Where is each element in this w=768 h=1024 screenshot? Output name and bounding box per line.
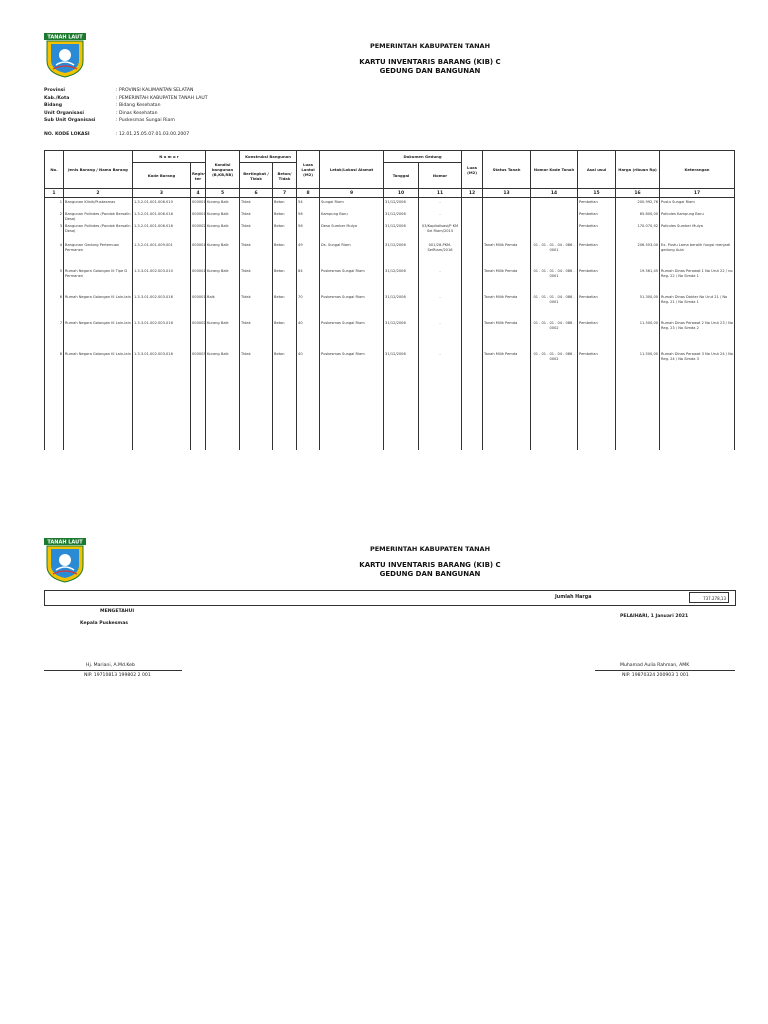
sign-left-name: Hj. Mariani, A.Md.Keb (86, 663, 135, 668)
cell-beton: Beton (274, 321, 285, 325)
regency-logo (44, 538, 86, 583)
table-column (483, 198, 531, 451)
cell-kode: 1.3.2.01.001.006.016 (134, 212, 173, 216)
cell-tingkat: Tidak (241, 321, 251, 325)
table-column (419, 198, 462, 451)
cell-ket: Rumah Dinas Dokter No Urut 21 / No Reg. 21 / No Simda 1 (661, 295, 728, 304)
cell-kondisi: Kurang Baik (207, 212, 229, 216)
cell-tingkat: Tidak (241, 200, 251, 204)
info-value: : Dinas Kesehatan (116, 110, 158, 116)
sign-right-line (595, 670, 735, 671)
table-column (462, 198, 483, 451)
cell-reg: 000001 (192, 212, 206, 216)
cell-tingkat: Tidak (241, 352, 251, 356)
col-header-tanggal: Tanggal (384, 163, 419, 189)
cell-asal: Pembelian (579, 224, 598, 228)
info-block (44, 87, 208, 139)
cell-alamat: Puskesmas Sungai Riam (321, 295, 365, 299)
cell-nomor: - (439, 200, 441, 204)
header-government: PEMERINTAH KABUPATEN TANAH (369, 42, 491, 50)
cell-reg: 000002 (192, 224, 206, 228)
cell-beton: Beton (274, 243, 285, 247)
cell-tanggal: 31/12/2006 (385, 200, 406, 204)
cell-asal: Pembelian (579, 295, 598, 299)
info-key: Kab./Kota (44, 95, 70, 101)
column-number: 16 (616, 189, 660, 198)
cell-beton: Beton (274, 200, 285, 204)
cell-tingkat: Tidak (241, 269, 251, 273)
sign-place-date: PELAIHARI, 1 Januari 2021 (620, 614, 689, 619)
col-header-dokumen: Dokumen Gedung (384, 151, 462, 163)
col-header-konstruksi: Konstruksi Bangunan (240, 151, 297, 163)
column-number: 14 (531, 189, 578, 198)
cell-alamat: Kampung Baru (321, 212, 348, 216)
summary-row (44, 590, 736, 606)
cell-luas: 64 (298, 269, 303, 273)
header-government: PEMERINTAH KABUPATEN TANAH (369, 545, 491, 553)
cell-kode: 1.3.3.01.002.003.016 (134, 295, 173, 299)
table-column (297, 198, 320, 451)
cell-nomor: 001/28-PKM-SeiRiam/2016 (427, 243, 453, 252)
col-header-nomor-kode-tanah: Nomor Kode Tanah (531, 151, 578, 189)
cell-kode-tanah: 01 . 01 . 01 . 04 . 086 . 0002 (533, 352, 575, 361)
total-value: 737.278,13 (689, 592, 729, 603)
info-value: : PROVINSI KALIMANTAN SELATAN (116, 88, 194, 93)
column-number-row (45, 189, 735, 198)
cell-no: 3 (59, 224, 62, 228)
column-number: 4 (191, 189, 206, 198)
column-number: 5 (206, 189, 240, 198)
cell-kondisi: Kurang Baik (207, 224, 229, 228)
cell-kondisi: Baik (207, 295, 215, 299)
column-number: 8 (297, 189, 320, 198)
cell-tanggal: 31/12/2006 (385, 243, 406, 247)
cell-kode: 1.3.2.01.001.006.010 (134, 200, 173, 204)
cell-kode-tanah: 01 . 01 . 01 . 04 . 086 . 0001 (533, 243, 575, 252)
cell-kondisi: Kurang Baik (207, 243, 229, 247)
cell-reg: 000001 (192, 200, 206, 204)
table-column (660, 198, 735, 451)
cell-tingkat: Tidak (241, 212, 251, 216)
cell-harga: 19.561,45 (639, 269, 659, 273)
cell-luas: 40 (298, 321, 303, 325)
cell-harga: 200.992,76 (637, 200, 659, 204)
col-header-register: Regis-ter (191, 163, 206, 189)
column-number: 3 (133, 189, 191, 198)
col-header-letak: Letak/Lokasi Alamat (320, 151, 384, 189)
cell-reg: 000001 (192, 243, 206, 247)
info-key: NO. KODE LOKASI (44, 131, 90, 137)
cell-harga: 65.800,00 (639, 212, 659, 216)
col-header-kondisi: Kondisi bangunan (B,KB,RB) (206, 151, 240, 189)
cell-nomor: - (439, 212, 441, 216)
header-subtitle: GEDUNG DAN BANGUNAN (379, 570, 481, 578)
cell-nomor: - (439, 295, 441, 299)
info-key: Provinsi (44, 88, 65, 93)
cell-reg: 000001 (192, 295, 206, 299)
cell-nama: Bangunan Polindes (Pondok Bersalin Desa) (65, 224, 131, 233)
col-header-keterangan: Keterangan (660, 151, 735, 189)
cell-asal: Pembelian (579, 243, 598, 247)
cell-harga: 11.500,00 (639, 352, 659, 356)
regency-logo (44, 33, 86, 78)
cell-tanggal: 31/12/2006 (385, 212, 406, 216)
cell-kondisi: Kurang Baik (207, 269, 229, 273)
col-header-kode-barang: Kode Barang (133, 163, 191, 189)
col-header-bertingkat: Bertingkat / Tidak (240, 163, 273, 189)
col-header-no: No. (45, 151, 64, 189)
cell-kode: 1.3.3.01.002.003.010 (134, 269, 173, 273)
cell-no: 5 (59, 269, 62, 273)
info-key: Bidang (44, 103, 63, 109)
table-column (531, 198, 578, 451)
column-number: 11 (419, 189, 462, 198)
col-header-beton: Beton/ Tidak (273, 163, 297, 189)
col-header-status: Status Tanah (483, 151, 531, 189)
cell-asal: Pembelian (579, 321, 598, 325)
cell-alamat: Puskesmas Sungai Riam (321, 269, 365, 273)
cell-status: Tanah Milik Pemda (484, 295, 518, 299)
cell-ket: Ex. Pustu Lama beralih fungsi menjadi gedung Aula (661, 243, 731, 252)
cell-nama: Rumah Negara Golongan III Lain-lain (65, 295, 131, 299)
cell-tanggal: 31/12/2006 (385, 321, 406, 325)
column-number: 17 (660, 189, 735, 198)
info-value: : 12.01.25.05.07.01.03.00.2007 (116, 131, 190, 137)
column-number: 13 (483, 189, 531, 198)
table-column (320, 198, 384, 451)
cell-nomor: - (439, 321, 441, 325)
cell-kondisi: Kurang Baik (207, 321, 229, 325)
cell-luas: 70 (298, 295, 303, 299)
page-header (230, 42, 630, 75)
cell-kode-tanah: 01 . 01 . 01 . 04 . 086 . 0002 (533, 321, 575, 330)
column-number: 10 (384, 189, 419, 198)
cell-luas: 56 (298, 224, 303, 228)
header-title: KARTU INVENTARIS BARANG (KIB) C (359, 561, 501, 569)
cell-ket: Polindes Sumber Mulya (661, 224, 703, 228)
cell-status: Tanah Milik Pemda (484, 321, 518, 325)
cell-asal: Pembelian (579, 352, 598, 356)
cell-no: 6 (59, 295, 62, 299)
cell-nama: Rumah Negara Golongan III Lain-lain (65, 352, 131, 356)
header-title: KARTU INVENTARIS BARANG (KIB) C (359, 58, 501, 66)
cell-nomor: - (439, 269, 441, 273)
cell-alamat: Desa Sumber Mulya (321, 224, 358, 228)
cell-beton: Beton (274, 224, 285, 228)
cell-beton: Beton (274, 295, 285, 299)
cell-alamat: Ds. Sungai Riam (321, 243, 351, 247)
cell-harga: 170.070,92 (637, 224, 659, 228)
table-column (64, 198, 133, 451)
cell-luas: 49 (298, 243, 303, 247)
cell-nama: Bangunan Klinik/Puskesmas (65, 200, 116, 204)
column-number: 12 (462, 189, 483, 198)
cell-harga: 51.300,00 (639, 295, 659, 299)
info-key: Sub Unit Organisasi (44, 118, 96, 124)
inventory-table (44, 150, 735, 450)
col-header-luas: Luas (M2) (462, 151, 483, 189)
cell-luas: 56 (298, 212, 303, 216)
cell-kode: 1.3.3.01.002.003.016 (134, 321, 173, 325)
cell-alamat: Puskesmas Sungai Riam (321, 321, 365, 325)
sign-left-nip: NIP. 19710813 199802 2 001 (84, 673, 151, 678)
info-value: : PEMERINTAH KABUPATEN TANAH LAUT (116, 95, 208, 101)
info-key: Unit Organisasi (44, 110, 84, 116)
info-value: : Bidang Kesehatan (116, 103, 161, 109)
cell-harga: 11.500,00 (639, 321, 659, 325)
cell-harga: 206.553,00 (637, 243, 659, 247)
cell-reg: 000002 (192, 321, 206, 325)
cell-alamat: Puskesmas Sungai Riam (321, 352, 365, 356)
cell-nama: Rumah Negara Golongan III Lain-lain (65, 321, 131, 325)
table-column (206, 198, 240, 451)
cell-asal: Pembelian (579, 212, 598, 216)
cell-reg: 000003 (192, 352, 206, 356)
cell-kondisi: Kurang Baik (207, 352, 229, 356)
col-header-luas-lantai: Luas Lantai (M2) (297, 151, 320, 189)
logo-text: TANAH LAUT (47, 34, 83, 41)
cell-no: 4 (59, 243, 62, 247)
cell-no: 7 (59, 321, 62, 325)
cell-no: 1 (59, 200, 62, 204)
column-number: 6 (240, 189, 273, 198)
table-column (240, 198, 273, 451)
table-body-row (45, 198, 735, 451)
cell-nama: Rumah Negara Golongan III Tipe D Permanen (65, 269, 128, 278)
sign-right-nip: NIP. 19870324 200903 1 001 (622, 673, 689, 678)
table-column (191, 198, 206, 451)
cell-reg: 000001 (192, 269, 206, 273)
cell-nomor: - (439, 352, 441, 356)
cell-tanggal: 31/12/2006 (385, 269, 406, 273)
cell-status: Tanah Milik Pemda (484, 269, 518, 273)
cell-status: Tanah Milik Pemda (484, 243, 518, 247)
cell-nomor: 03/Kapitalisasi/P KM Sei Riam/2015 (421, 224, 459, 233)
table-column (273, 198, 297, 451)
table-column (45, 198, 64, 451)
table-column (616, 198, 660, 451)
cell-kondisi: Kurang Baik (207, 200, 229, 204)
page-header (230, 545, 630, 578)
column-number: 9 (320, 189, 384, 198)
col-header-nomor: N o m o r (133, 151, 206, 163)
sign-left-role: Kepala Puskesmas (80, 621, 129, 626)
cell-asal: Pembelian (579, 200, 598, 204)
cell-status: Tanah Milik Pemda (484, 352, 518, 356)
cell-nama: Bangunan Gedung Pertemuan Permanen (65, 243, 120, 252)
cell-luas: 54 (298, 200, 303, 204)
info-value: : Puskesmas Sungai Riam (116, 118, 175, 124)
cell-kode: 1.3.2.01.001.009.001 (134, 243, 173, 247)
cell-tanggal: 31/12/2006 (385, 224, 406, 228)
cell-no: 8 (59, 352, 62, 356)
cell-no: 2 (59, 212, 62, 216)
sign-right-name: Muhamad Aulia Rahman, AMK (620, 663, 690, 668)
cell-kode: 1.3.2.01.001.006.016 (134, 224, 173, 228)
cell-asal: Pembelian (579, 269, 598, 273)
cell-ket: Rumah Dinas Perawat 1 No Urut 22 / no Reg. 22 / No Simda 1 (661, 269, 733, 278)
column-number: 7 (273, 189, 297, 198)
cell-tingkat: Tidak (241, 295, 251, 299)
cell-tanggal: 31/12/2006 (385, 295, 406, 299)
cell-beton: Beton (274, 352, 285, 356)
sign-left-title: MENGETAHUI (100, 609, 135, 614)
cell-ket: Rumah Dinas Perawat 3 No Urut 24 / No Reg. 24 / No Simda 3 (661, 352, 734, 361)
column-number: 15 (578, 189, 616, 198)
cell-alamat: Sungai Riam (321, 200, 344, 204)
cell-ket: Polindes Kampung Baru (661, 212, 704, 216)
logo-text: TANAH LAUT (47, 539, 83, 546)
cell-nama: Bangunan Polindes (Pondok Bersalin Desa) (65, 212, 131, 221)
cell-kode: 1.3.3.01.002.003.016 (134, 352, 173, 356)
table-column (133, 198, 191, 451)
cell-tanggal: 31/12/2006 (385, 352, 406, 356)
cell-luas: 40 (298, 352, 303, 356)
col-header-nomor-dokumen: Nomor (419, 163, 462, 189)
cell-ket: Rumah Dinas Perawat 2 No Urut 23 / No Reg. 23 / No Simda 2 (661, 321, 734, 330)
column-number: 2 (64, 189, 133, 198)
sign-left-line (44, 670, 182, 671)
cell-tingkat: Tidak (241, 224, 251, 228)
cell-kode-tanah: 01 . 01 . 01 . 04 . 086 . 0001 (533, 269, 575, 278)
cell-beton: Beton (274, 269, 285, 273)
cell-tingkat: Tidak (241, 243, 251, 247)
col-header-jenis: Jenis Barang / Nama Barang (64, 151, 133, 189)
column-number: 1 (45, 189, 64, 198)
header-subtitle: GEDUNG DAN BANGUNAN (379, 67, 481, 75)
table-column (578, 198, 616, 451)
cell-kode-tanah: 01 . 01 . 01 . 04 . 086 . 0001 (533, 295, 575, 304)
table-column (384, 198, 419, 451)
col-header-harga: Harga (ribuan Rp) (616, 151, 660, 189)
col-header-asal: Asal usul (578, 151, 616, 189)
total-label: Jumlah Harga (555, 595, 592, 600)
cell-beton: Beton (274, 212, 285, 216)
cell-ket: Pustu Sungai Riam (661, 200, 695, 204)
